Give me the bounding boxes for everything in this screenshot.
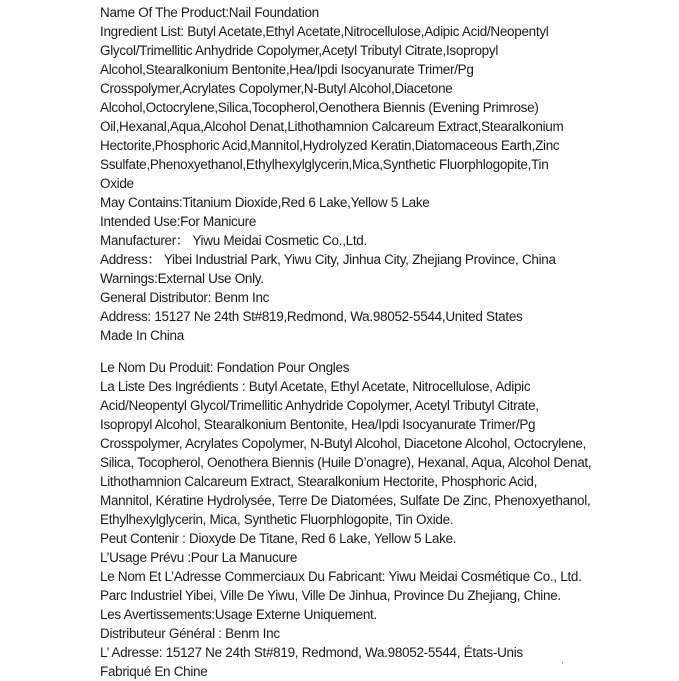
text-line: Mannitol, Kératine Hydrolysée, Terre De Diatomées, Sulfate De Zinc, Phenoxyethanol, (100, 493, 591, 508)
text-line: Glycol/Trimellitic Anhydride Copolymer,Acetyl Tributyl Citrate,Isopropyl (100, 43, 499, 58)
text-line: Lithothamnion Calcareum Extract, Stearalkonium Hectorite, Phosphoric Acid, (100, 474, 538, 489)
text-line: Crosspolymer, Acrylates Copolymer, N-Butyl Alcohol, Diacetone Alcohol, Octocrylene, (100, 436, 587, 451)
text-line: Fabriqué En Chine (100, 664, 208, 679)
text-line: General Distributor: Benm Inc (100, 290, 270, 305)
text-line: Address： Yibei Industrial Park, Yiwu City, Jinhua City, Zhejiang Province, China (100, 252, 556, 267)
text-line: Manufacturer： Yiwu Meidai Cosmetic Co.,Ltd. (100, 233, 367, 248)
text-line: Le Nom Du Produit: Fondation Pour Ongles (100, 360, 350, 375)
text-line: L’ Adresse: 15127 Ne 24th St#819, Redmond, Wa.98052-5544, États-Unis (100, 645, 523, 660)
text-line: Hectorite,Phosphoric Acid,Mannitol,Hydrolyzed Keratin,Diatomaceous Earth,Zinc (100, 138, 560, 153)
text-line: Silica, Tocopherol, Oenothera Biennis (Huile D’onagre), Hexanal, Aqua, Alcohol Denat, (100, 455, 592, 470)
text-line: Address: 15127 Ne 24th St#819,Redmond, Wa.98052-5544,United States (100, 309, 523, 324)
text-line: Ethylhexylglycerin, Mica, Synthetic Fluorphlogopite, Tin Oxide. (100, 512, 454, 527)
text-line: Oxide (100, 176, 134, 191)
text-line: Isopropyl Alcohol, Stearalkonium Bentonite, Hea/Ipdi Isocyanurate Trimer/Pg (100, 417, 536, 432)
text-line: Acid/Neopentyl Glycol/Trimellitic Anhydride Copolymer, Acetyl Tributyl Citrate, (100, 398, 539, 413)
text-line: La Liste Des Ingrédients : Butyl Acetate, Ethyl Acetate, Nitrocellulose, Adipic (100, 379, 531, 394)
text-line: Warnings:External Use Only. (100, 271, 264, 286)
text-line: Ingredient List: Butyl Acetate,Ethyl Acetate,Nitrocellulose,Adipic Acid/Neopentyl (100, 24, 549, 39)
text-line: Le Nom Et L’Adresse Commerciaux Du Fabricant: Yiwu Meidai Cosmétique Co., Ltd. (100, 569, 582, 584)
text-line: Name Of The Product:Nail Foundation (100, 5, 319, 20)
english-label-section (100, 3, 660, 345)
text-line: Made In China (100, 328, 184, 343)
french-label-section (100, 358, 660, 681)
text-line: Parc Industriel Yibei, Ville De Yiwu, Ville De Jinhua, Province Du Zhejiang, Chine. (100, 588, 561, 603)
text-line: Oil,Hexanal,Aqua,Alcohol Denat,Lithothamnion Calcareum Extract,Stearalkonium (100, 119, 564, 134)
text-line: Alcohol,Octocrylene,Silica,Tocopherol,Oenothera Biennis (Evening Primrose) (100, 100, 539, 115)
section-gap (100, 345, 660, 358)
text-line: Crosspolymer,Acrylates Copolymer,N-Butyl Alcohol,Diacetone (100, 81, 453, 96)
text-line: Intended Use:For Manicure (100, 214, 257, 229)
text-line: Ssulfate,Phenoxyethanol,Ethylhexylglycerin,Mica,Synthetic Fluorphlogopite,Tin (100, 157, 549, 172)
product-label-document (100, 3, 660, 681)
text-line: L’Usage Prévu :Pour La Manucure (100, 550, 298, 565)
text-line: Alcohol,Stearalkonium Bentonite,Hea/Ipdi Isocyanurate Trimer/Pg (100, 62, 474, 77)
text-line: Distributeur Général : Benm Inc (100, 626, 280, 641)
text-line: May Contains:Titanium Dioxide,Red 6 Lake,Yellow 5 Lake (100, 195, 430, 210)
text-line: Les Avertissements:Usage Externe Uniquement. (100, 607, 377, 622)
stray-print-artifact: , (561, 655, 564, 666)
text-line: Peut Contenir : Dioxyde De Titane, Red 6 Lake, Yellow 5 Lake. (100, 531, 457, 546)
